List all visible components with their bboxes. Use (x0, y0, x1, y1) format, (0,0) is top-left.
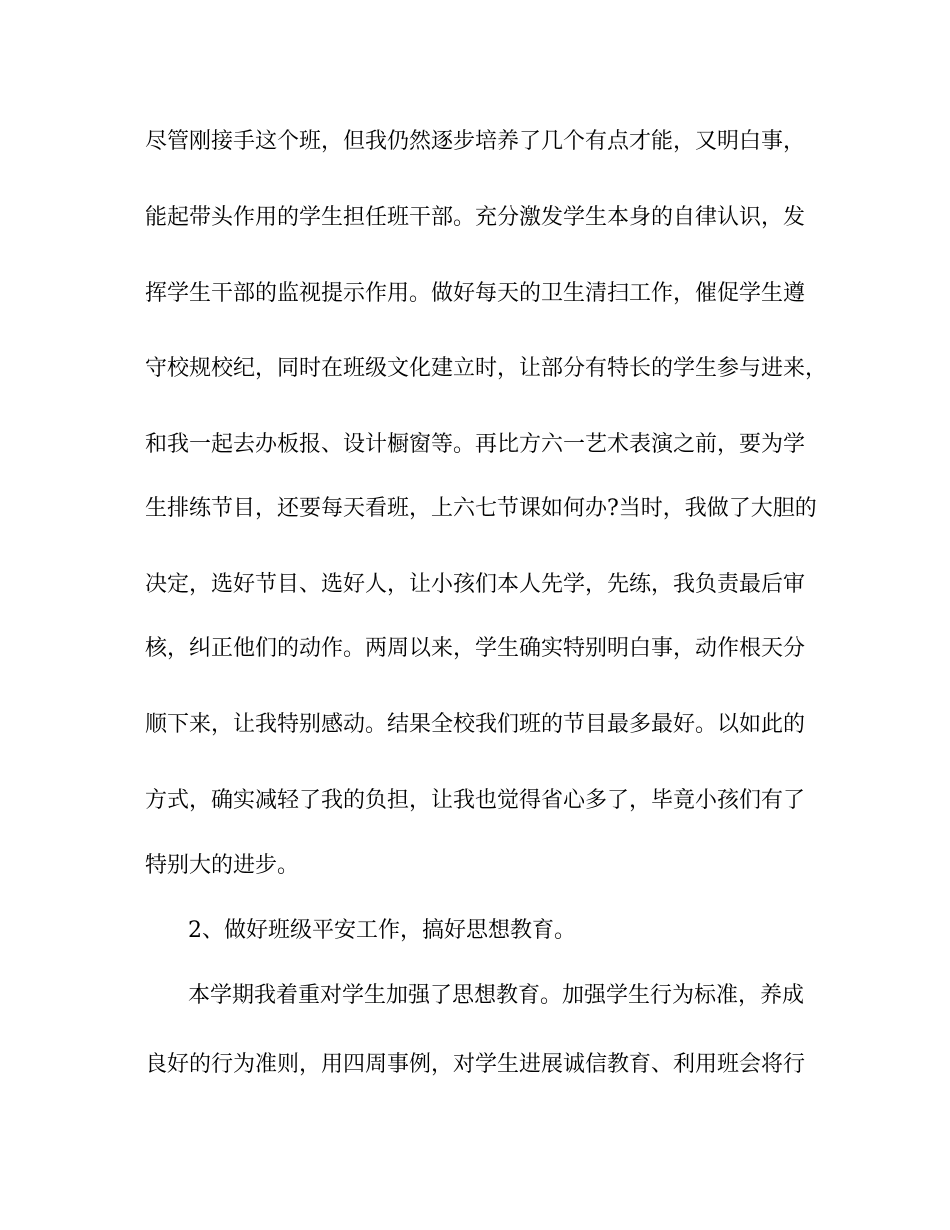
section-heading: 2、做好班级平安工作，搞好思想教育。 (188, 918, 576, 943)
paragraph-line: 决定，选好节目、选好人，让小孩们本人先学，先练，我负责最后审 (145, 572, 806, 597)
paragraph-line: 守校规校纪，同时在班级文化建立时，让部分有特长的学生参与进来， (145, 356, 828, 381)
paragraph-line: 方式，确实减轻了我的负担，让我也觉得省心多了，毕竟小孩们有了 (145, 788, 806, 813)
paragraph-line: 挥学生干部的监视提示作用。做好每天的卫生清扫工作，催促学生遵 (145, 281, 806, 306)
paragraph-line: 生排练节目，还要每天看班，上六七节课如何办?当时，我做了大胆的 (145, 496, 817, 521)
paragraph-line: 和我一起去办板报、设计橱窗等。再比方六一艺术表演之前，要为学 (145, 432, 806, 457)
paragraph-line: 良好的行为准则，用四周事例，对学生进展诚信教育、利用班会将行 (145, 1052, 806, 1077)
paragraph-line: 核，纠正他们的动作。两周以来，学生确实特别明白事，动作根天分 (145, 636, 806, 661)
paragraph-line: 能起带头作用的学生担任班干部。充分激发学生本身的自律认识，发 (145, 205, 806, 230)
paragraph-line: 特别大的进步。 (145, 853, 300, 878)
paragraph-line: 本学期我着重对学生加强了思想教育。加强学生行为标准，养成 (188, 983, 805, 1008)
paragraph-line: 尽管刚接手这个班，但我仍然逐步培养了几个有点才能，又明白事， (145, 129, 806, 154)
paragraph-line: 顺下来，让我特别感动。结果全校我们班的节目最多最好。以如此的 (145, 712, 806, 737)
